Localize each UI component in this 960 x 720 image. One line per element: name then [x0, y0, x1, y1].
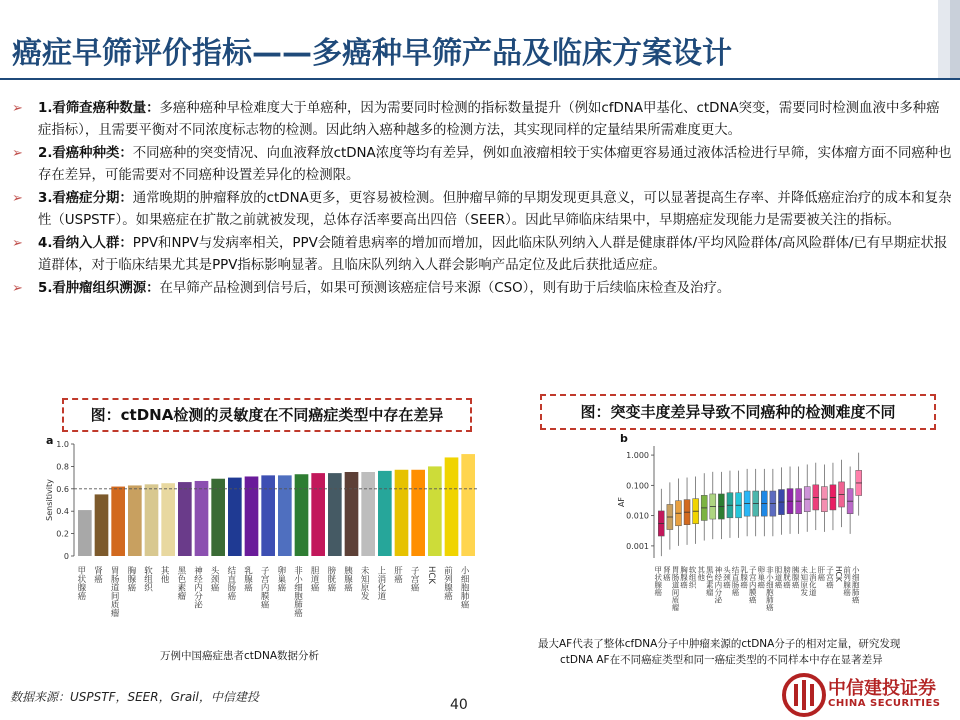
category-label: 肾癌	[662, 566, 672, 581]
category-label: 前列腺癌	[442, 566, 453, 600]
category-label: 卵巢癌	[756, 566, 766, 589]
category-label: 子宫癌	[409, 566, 420, 592]
category-label: 神经内分泌	[713, 566, 723, 604]
category-label: 膀胱癌	[782, 566, 792, 589]
category-label: 软组织	[688, 566, 698, 589]
category-label: 小细胞肺癌	[459, 566, 470, 609]
category-label: HCK	[834, 566, 844, 582]
bullet-text: 通常晚期的肿瘤释放的ctDNA更多，更容易被检测。但肿瘤早筛的早期发现更具意义，可以显著提高生存率、并降低癌症治疗的成本和复杂性（USPSTF）。如果癌症在扩散之前就被发现，总体存活率要高出四倍（SEER）。因此早筛临床结果中，早期癌症发现能力是需要被关注的指标。	[38, 191, 952, 228]
category-label: 胸腺癌	[679, 566, 689, 589]
category-label: 结直肠癌	[225, 566, 236, 600]
sensitivity-bar-chart	[40, 436, 480, 632]
bar	[378, 471, 392, 556]
arrow-bullet-icon: ➢	[12, 236, 23, 251]
category-label: 前列腺癌	[842, 566, 852, 596]
panel-label-b: b	[620, 432, 628, 445]
y-tick-label: 0.8	[56, 462, 69, 472]
category-label: 头颈癌	[209, 566, 220, 592]
y-tick-label: 0.010	[626, 511, 649, 521]
y-tick-label: 0.4	[56, 507, 69, 517]
category-label: 肝癌	[816, 566, 826, 581]
bullet-list	[12, 98, 952, 301]
category-label: 胆道癌	[773, 566, 783, 589]
figure-right-note-2: ctDNA AF在不同癌症类型和同一癌症类型的不同样本中存在显著差异	[560, 654, 883, 666]
title-divider	[0, 78, 960, 80]
category-label: 黑色素瘤	[175, 566, 186, 600]
category-label: 肝癌	[392, 566, 403, 583]
bar	[78, 510, 92, 556]
category-label: 子宫内膜癌	[748, 566, 758, 604]
bullet-heading: 4.看纳入人群：	[38, 236, 133, 251]
bar	[461, 454, 475, 556]
bar	[295, 474, 309, 556]
bar	[111, 487, 125, 556]
bar	[361, 472, 375, 556]
category-label: 上消化道	[375, 566, 386, 600]
bar	[228, 478, 242, 556]
bullet-item	[12, 143, 952, 187]
category-label: 肾癌	[92, 566, 103, 583]
bullet-text: 在早筛产品检测到信号后，如果可预测该癌症信号来源（CSO），则有助于后续临床检查及治疗。	[159, 281, 731, 296]
bullet-item	[12, 98, 952, 142]
category-label: 卵巢癌	[275, 566, 286, 592]
category-label: 黑色素瘤	[705, 566, 715, 596]
af-box-plot	[616, 440, 866, 630]
category-label: 其他	[696, 566, 706, 581]
arrow-bullet-icon: ➢	[12, 191, 23, 206]
category-label: 乳腺癌	[242, 566, 253, 592]
bar	[211, 479, 225, 556]
panel-label-a: a	[46, 434, 54, 447]
y-tick-label: 0.001	[626, 541, 649, 551]
bullet-heading: 3.看癌症分期：	[38, 191, 133, 206]
category-label: 其他	[159, 566, 170, 583]
bullet-heading: 1.看筛查癌种数量：	[38, 101, 160, 116]
y-tick-label: 1.000	[626, 451, 649, 461]
bar	[261, 475, 275, 556]
arrow-bullet-icon: ➢	[12, 281, 23, 296]
y-tick-label: 0.100	[626, 481, 649, 491]
arrow-bullet-icon: ➢	[12, 146, 23, 161]
bar	[395, 470, 409, 556]
bullet-text: PPV和NPV与发病率相关，PPV会随着患病率的增加而增加，因此临床队列纳入人群是健康群体/平均风险群体/高风险群体/已有早期症状报道群体，对于临床结果尤其是PPV指标影响显著。且临床队列纳入人群会影响产品定位及此后获批适应症。	[38, 236, 948, 273]
category-label: 神经内分泌	[192, 566, 203, 609]
logo-chinese-name: 中信建投证券	[828, 678, 936, 699]
category-label: 胰腺癌	[791, 566, 801, 589]
data-source: 数据来源：USPSTF，SEER，Grail，中信建投	[10, 690, 259, 704]
category-label: 胰腺癌	[342, 566, 353, 592]
y-tick-label: 0.6	[56, 484, 69, 494]
figure-right-caption: 图：突变丰度差异导致不同癌种的检测难度不同	[540, 394, 936, 430]
category-label: 结直肠癌	[731, 566, 741, 596]
category-label: 头颈癌	[722, 566, 732, 589]
category-label: 未知原发	[799, 566, 809, 596]
category-label: 上消化道	[808, 566, 818, 596]
bar	[311, 473, 325, 556]
figure-left-caption: 图：ctDNA检测的灵敏度在不同癌症类型中存在差异	[62, 398, 472, 432]
category-label: 胃肠道间质瘤	[670, 566, 680, 611]
bar	[445, 457, 459, 556]
y-tick-label: 1.0	[56, 440, 69, 449]
category-label: 甲状腺癌	[653, 566, 663, 596]
category-label: 子宫癌	[825, 566, 835, 589]
bar	[178, 482, 192, 556]
y-tick-label: 0.2	[56, 529, 69, 539]
arrow-bullet-icon: ➢	[12, 101, 23, 116]
category-label: HCK	[425, 566, 436, 584]
category-label: 膀胱癌	[325, 566, 336, 592]
category-label: 软组织	[142, 566, 153, 592]
y-tick-label: 0	[63, 552, 69, 561]
category-label: 非小细胞肺癌	[292, 566, 303, 617]
category-label: 子宫内膜癌	[259, 566, 270, 609]
bar	[328, 473, 342, 556]
category-label: 乳腺癌	[739, 566, 749, 589]
bullet-heading: 5.看肿瘤组织溯源：	[38, 281, 160, 296]
y-axis-label: AF	[617, 496, 626, 508]
bullet-item	[12, 233, 952, 277]
page-title: 癌症早筛评价指标——多癌种早筛产品及临床方案设计	[12, 36, 732, 71]
bar	[95, 494, 109, 556]
y-axis-label: Sensitivity	[45, 479, 54, 521]
figure-right-note-1: 最大AF代表了整体cfDNA分子中肿瘤来源的ctDNA分子的相对定量，研究发现	[538, 638, 901, 650]
bar	[278, 475, 292, 556]
category-label: 胸腺癌	[125, 566, 136, 592]
category-label: 小细胞肺癌	[851, 566, 861, 604]
category-label: 未知原发	[359, 566, 370, 600]
bullet-text: 多癌种癌种早检难度大于单癌种，因为需要同时检测的指标数量提升（例如cfDNA甲基化、ctDNA突变，需要同时检测血液中多种癌症指标），且需要平衡对不同浓度标志物的检测。因此纳入癌种越多的检测方法，其实现同样的定量结果所需难度更大。	[38, 101, 940, 138]
category-label: 胆道癌	[309, 566, 320, 592]
header-accent-strip	[950, 0, 960, 80]
bar	[428, 466, 442, 556]
bar	[195, 481, 209, 556]
bar	[128, 485, 142, 556]
bar	[161, 483, 175, 556]
bullet-text: 不同癌种的突变情况、向血液释放ctDNA浓度等均有差异，例如血液瘤相较于实体瘤更容易通过液体活检进行早筛，实体瘤方面不同癌种也存在差异，可能需要对不同癌种设置差异化的检测限。	[38, 146, 952, 183]
figure-left-note: 万例中国癌症患者ctDNA数据分析	[160, 650, 320, 662]
logo-english-name: CHINA SECURITIES	[828, 698, 941, 709]
bar	[345, 472, 359, 556]
page-number: 40	[450, 697, 468, 713]
bullet-heading: 2.看癌种种类：	[38, 146, 133, 161]
category-label: 非小细胞肺癌	[765, 566, 775, 611]
category-label: 甲状腺癌	[75, 566, 86, 600]
bar	[411, 470, 425, 556]
bullet-item	[12, 278, 952, 300]
bar	[145, 484, 159, 556]
bullet-item	[12, 188, 952, 232]
category-label: 胃肠道间质瘤	[109, 566, 120, 617]
